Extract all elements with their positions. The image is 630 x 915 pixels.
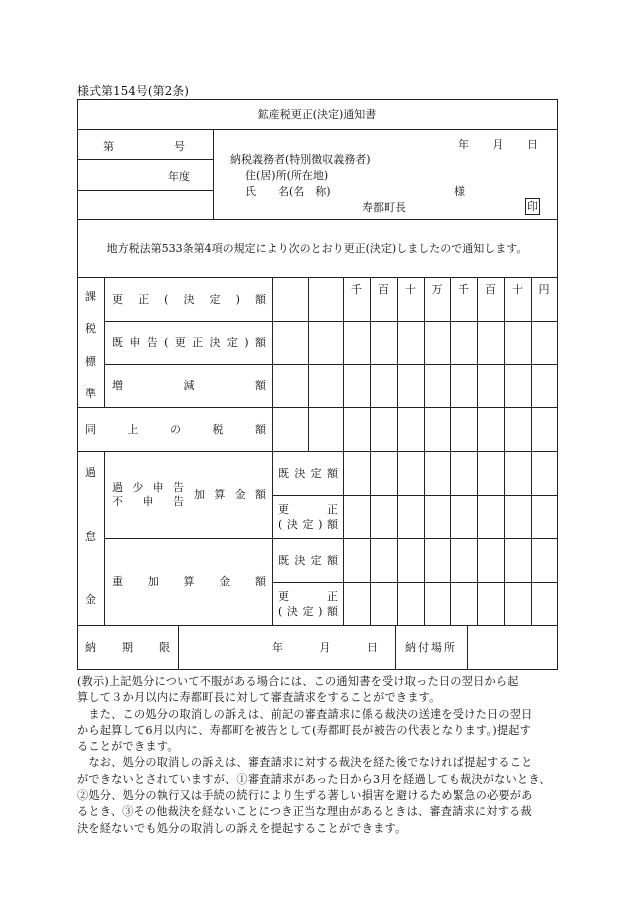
previous-declared-amount-label: 既 申 告 ( 更 正 決 定 ) 額 (112, 336, 266, 349)
payment-deadline-label: 納 期 限 (85, 641, 170, 654)
fiscal-year-label: 年度 (168, 170, 190, 183)
day-char: 日 (527, 138, 538, 151)
digit-header: 十 (405, 283, 416, 296)
determined-amount-label: 既 決 定 額 (278, 467, 338, 480)
form-number: 様式第154号(第2条) (77, 84, 189, 98)
mayor-label: 寿都町長 (362, 201, 406, 214)
payment-place-label: 納付場所 (405, 641, 457, 654)
heavy-penalty-label: 重 加 算 金 額 (112, 575, 266, 588)
corrected-amount-label: 更 正 ( 決 定 ) 額 (112, 293, 266, 306)
notice-line: から起算して6月以内に、寿都町を被告として(寿都町長が被告の代表となります。)提起す (77, 723, 532, 737)
payment-deadline-date: 年 月 日 (272, 641, 378, 654)
year-char: 年 (458, 138, 469, 151)
gou-char: 号 (174, 140, 185, 153)
notice-date (458, 138, 538, 151)
additional-penalty-label: 加 算 金 額 (194, 488, 266, 501)
notice-line: 算して３か月以内に寿都町長に対して審査請求をすることができます。 (77, 691, 441, 705)
dai-char: 第 (103, 140, 114, 153)
honorific-sama: 様 (454, 185, 465, 198)
determined-amount-label: 既 決 定 額 (278, 554, 338, 567)
taxpayer-role-label: 納税義務者(特別徴収義務者) (230, 153, 371, 166)
digit-header: 円 (538, 283, 550, 296)
under-declaration-label: 過 少 申 告 (112, 481, 184, 494)
notice-line: また、この処分の取消しの訴えは、前記の審査請求に係る裁決の送達を受けた日の翌日 (77, 707, 533, 721)
address-label: 住(居)所(所在地) (245, 169, 329, 182)
penalty-group-label: 過 怠 金 (85, 466, 96, 606)
corrected-penalty-label-bottom: ( 決 定 ) 額 (278, 518, 338, 531)
non-declaration-label: 不 申 告 (112, 495, 184, 508)
name-label: 氏 名(名 称) (245, 185, 331, 198)
corrected-penalty-label-top: 更 正 (278, 503, 338, 516)
digit-header: 百 (485, 283, 496, 296)
tax-base-group-label: 課 税 標 準 (85, 290, 96, 400)
digit-header: 千 (351, 283, 362, 296)
notice-line: 決を経ないでも処分の取消しの訴えを提起することができます。 (77, 821, 407, 835)
digit-header: 百 (378, 283, 389, 296)
appeal-notice (77, 674, 551, 837)
notice-line: ができないとされていますが、①審査請求があった日から3月を経過しても裁決がないとき、 (77, 772, 551, 786)
digit-header: 十 (512, 283, 523, 296)
notification-statement: 地方税法第533条第4項の規定により次のとおり更正(決定)しましたので通知します。 (106, 242, 528, 255)
seal-mark: 印 (527, 200, 538, 213)
document-title: 鉱産税更正(決定)通知書 (257, 108, 377, 121)
digit-header: 千 (458, 283, 469, 296)
digit-header: 万 (431, 283, 443, 296)
notice-line: ②処分、処分の執行又は手続の続行により生ずる著しい損害を避けるため緊急の必要があ (77, 789, 533, 803)
notice-line: なお、処分の取消しの訴えは、審査請求に対する裁決を経た後でなければ提起すること (77, 756, 533, 770)
corrected-penalty-label-top: 更 正 (278, 590, 338, 603)
tax-amount-label: 同 上 の 税 額 (85, 423, 266, 436)
increase-decrease-label: 増 減 額 (112, 379, 266, 392)
notice-line: るとき、③その他裁決を経ないことにつき正当な理由があるときは、審査請求に対する裁 (77, 805, 532, 819)
month-char: 月 (492, 138, 504, 151)
corrected-penalty-label-bottom: ( 決 定 ) 額 (278, 605, 338, 618)
notice-line: (教示)上記処分について不服がある場合には、この通知書を受け取った日の翌日から起 (77, 675, 519, 688)
number-field-label (103, 140, 185, 153)
notice-line: ることができます。 (77, 740, 179, 754)
